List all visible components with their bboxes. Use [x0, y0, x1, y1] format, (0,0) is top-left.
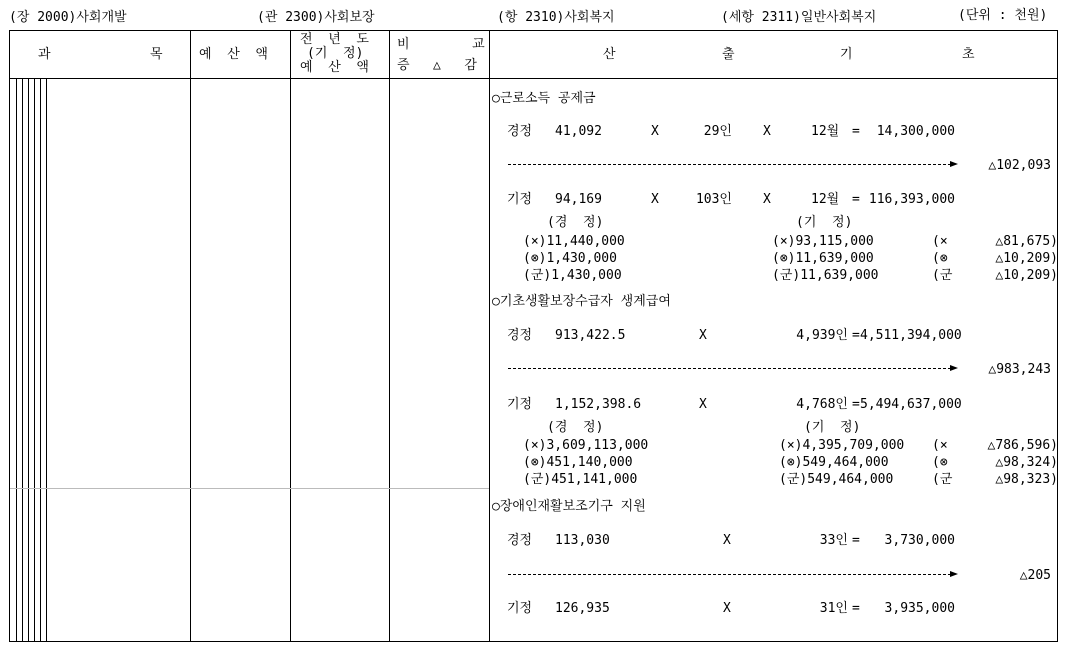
sub-head-right: (기 정): [796, 215, 853, 230]
calc-times: X: [699, 328, 707, 343]
sub-head-left: (경 정): [547, 420, 604, 435]
breakdown-left: (×)3,609,113,000: [523, 438, 649, 453]
sub-head-left: (경 정): [547, 215, 604, 230]
calc-equals: =: [852, 601, 860, 616]
hier-line: [28, 79, 29, 642]
breakdown-mark: (×: [932, 234, 948, 249]
header-sehang: (세항 2311)일반사회복지: [721, 10, 877, 25]
breakdown-mark: (군: [932, 268, 953, 283]
calc-unit-price: 126,935: [555, 601, 610, 616]
col-prev-1: 전 년 도: [300, 32, 369, 47]
calc-count: 29인: [703, 124, 732, 139]
hier-line: [22, 79, 23, 642]
calc-count: 33인: [819, 533, 848, 548]
breakdown-diff: △98,324): [995, 455, 1058, 470]
breakdown-left: (⊗)1,430,000: [523, 251, 617, 266]
col-compare-1: 비 교: [397, 37, 485, 52]
calc-times: X: [651, 192, 659, 207]
calc-total: 3,730,000: [884, 533, 955, 548]
hier-line: [16, 79, 17, 642]
hier-line: [34, 79, 35, 642]
calc-count: 31인: [819, 601, 848, 616]
col-calc-4: 초: [962, 47, 975, 62]
breakdown-left: (×)11,440,000: [523, 234, 625, 249]
breakdown-left: (⊗)451,140,000: [523, 455, 633, 470]
breakdown-left: (군)1,430,000: [523, 268, 622, 283]
calc-times: X: [651, 124, 659, 139]
breakdown-mark: (⊗: [932, 455, 948, 470]
calc-label: 경정: [507, 328, 533, 343]
breakdown-mark: (군: [932, 472, 953, 487]
calc-label: 기정: [507, 397, 533, 412]
breakdown-diff: △81,675): [995, 234, 1058, 249]
diff-value: △102,093: [988, 158, 1051, 173]
breakdown-right: (군)11,639,000: [772, 268, 879, 283]
col-calc-3: 기: [840, 47, 853, 62]
hier-line: [46, 79, 47, 642]
calc-times: X: [763, 124, 771, 139]
calc-count: 4,939인: [796, 328, 848, 343]
arrow-icon: [950, 161, 958, 167]
breakdown-diff: △786,596): [987, 438, 1058, 453]
calc-unit-price: 41,092: [555, 124, 602, 139]
col-calc-2: 출: [722, 47, 735, 62]
calc-unit-price: 94,169: [555, 192, 602, 207]
dash-leader: [508, 164, 951, 165]
col-prev-2: (기 정): [307, 46, 364, 61]
breakdown-right: (×)4,395,709,000: [779, 438, 905, 453]
calc-total: 14,300,000: [876, 124, 955, 139]
col-prev-3: 예 산 액: [300, 60, 369, 75]
section-title: ○장애인재활보조기구 지원: [492, 499, 646, 514]
arrow-icon: [950, 365, 958, 371]
breakdown-diff: △10,209): [995, 268, 1058, 283]
breakdown-diff: △10,209): [995, 251, 1058, 266]
diff-value: △983,243: [988, 362, 1051, 377]
breakdown-right: (⊗)549,464,000: [779, 455, 889, 470]
diff-value: △205: [1019, 568, 1051, 583]
calc-total: 3,935,000: [884, 601, 955, 616]
col-divider-3: [389, 30, 390, 642]
calc-label: 경정: [507, 533, 533, 548]
section-title: ○근로소득 공제금: [492, 91, 596, 106]
calc-equals: =: [852, 533, 860, 548]
breakdown-right: (⊗)11,639,000: [772, 251, 874, 266]
calc-label: 기정: [507, 192, 533, 207]
col-divider-2: [290, 30, 291, 642]
calc-unit-price: 913,422.5: [555, 328, 626, 343]
calc-times: X: [699, 397, 707, 412]
calc-total: 116,393,000: [868, 192, 955, 207]
calc-months: 12월: [811, 192, 840, 207]
col-compare-2: 증 △ 감: [397, 58, 477, 73]
header-gwan: (관 2300)사회보장: [257, 10, 375, 25]
col-gwamok-1: 과: [38, 47, 51, 62]
hier-line: [40, 79, 41, 642]
calc-equals: =: [852, 124, 860, 139]
header-hang: (항 2310)사회복지: [497, 10, 615, 25]
calc-count: 103인: [695, 192, 732, 207]
breakdown-diff: △98,323): [995, 472, 1058, 487]
calc-unit-price: 1,152,398.6: [555, 397, 642, 412]
header-jang: (장 2000)사회개발: [9, 10, 127, 25]
calc-equals: =: [852, 397, 860, 412]
arrow-icon: [950, 571, 958, 577]
header-unit: (단위 : 천원): [958, 8, 1048, 23]
section-title: ○기초생활보장수급자 생계급여: [492, 294, 671, 309]
calc-label: 경정: [507, 124, 533, 139]
col-gwamok-2: 목: [150, 47, 163, 62]
col-calc-1: 산: [603, 47, 616, 62]
breakdown-right: (군)549,464,000: [779, 472, 894, 487]
calc-label: 기정: [507, 601, 533, 616]
row-separator: [10, 488, 489, 489]
breakdown-mark: (×: [932, 438, 948, 453]
calc-equals: =: [852, 192, 860, 207]
calc-unit-price: 113,030: [555, 533, 610, 548]
breakdown-mark: (⊗: [932, 251, 948, 266]
breakdown-right: (×)93,115,000: [772, 234, 874, 249]
dash-leader: [508, 368, 951, 369]
col-divider-4: [489, 30, 490, 642]
calc-times: X: [763, 192, 771, 207]
calc-times: X: [723, 533, 731, 548]
calc-total: 4,511,394,000: [860, 328, 962, 343]
dash-leader: [508, 574, 951, 575]
sub-head-right: (기 정): [804, 420, 861, 435]
col-divider-1: [190, 30, 191, 642]
calc-total: 5,494,637,000: [860, 397, 962, 412]
calc-times: X: [723, 601, 731, 616]
calc-months: 12월: [811, 124, 840, 139]
calc-equals: =: [852, 328, 860, 343]
calc-count: 4,768인: [796, 397, 848, 412]
col-budget: 예 산 액: [199, 47, 268, 62]
breakdown-left: (군)451,141,000: [523, 472, 638, 487]
header-divider: [9, 78, 1058, 79]
